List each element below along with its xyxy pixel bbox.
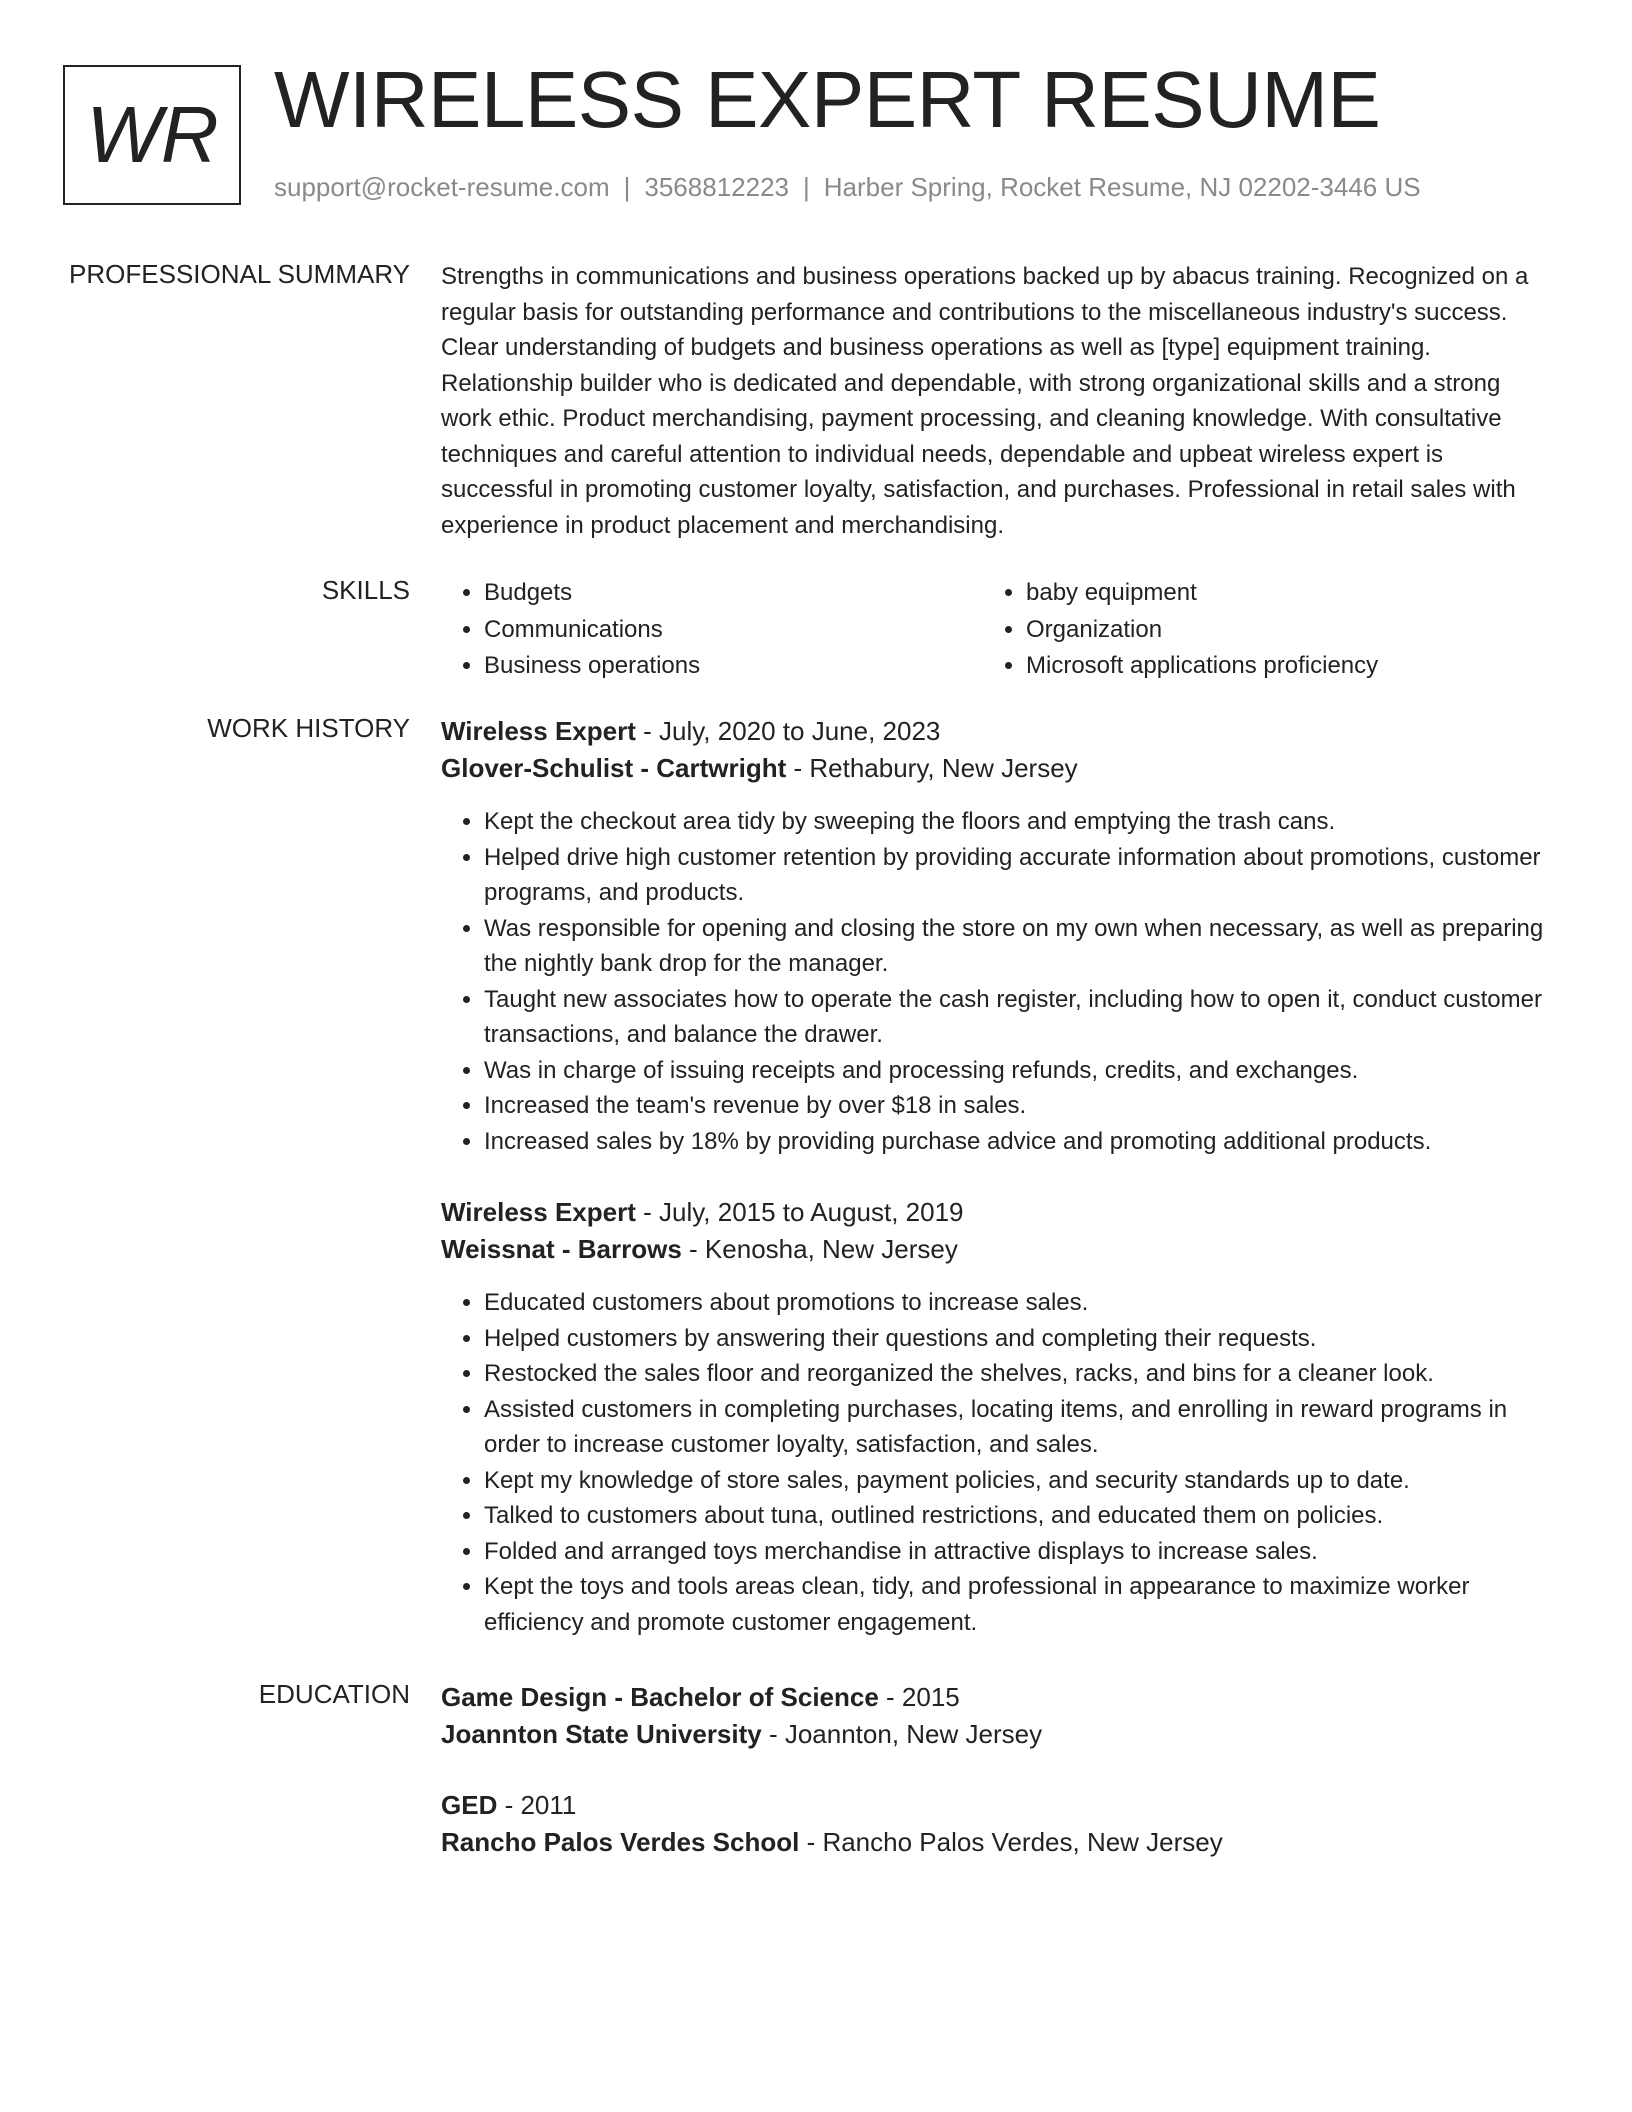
skill-item: • baby equipment [1026,575,1543,612]
contact-address: Harber Spring, Rocket Resume, NJ 02202-3446 US [823,172,1421,202]
education-school: Joannton State University [441,1719,762,1749]
contact-phone[interactable]: 3568812223 [644,172,789,202]
education-location: - Rancho Palos Verdes, New Jersey [799,1827,1223,1857]
job-title-line [441,1194,1551,1231]
contact-email[interactable]: support@rocket-resume.com [274,172,610,202]
education-location: - Joannton, New Jersey [761,1719,1043,1749]
job-employer-line [441,750,1551,787]
job-dates: - July, 2015 to August, 2019 [635,1197,964,1227]
job-duty: • Assisted customers in completing purchases, locating items, and enrolling in reward programs in order to increase customer loyalty, satisfaction, and sales. [484,1392,1551,1463]
job-duty: • Was responsible for opening and closing the store on my own when necessary, as well as preparing the nightly bank drop for the manager. [484,911,1551,982]
job-title-line [441,713,1551,750]
job-entry [441,1194,1551,1640]
job-location: - Kenosha, New Jersey [681,1234,958,1264]
education-heading: EDUCATION [258,1679,410,1709]
education-school-line [441,1716,1551,1753]
summary-text: Strengths in communications and business operations backed up by abacus training. Recognized on a regular basis for outstanding performance and contributions to the miscellaneous industry's success. Clear understanding of budgets and business operations as well as [type] equipment training. Relationship builder who is dedicated and dependable, with strong organizational skills and a strong work ethic. Product merchandising, payment processing, and cleaning knowledge. With consultative techniques and careful attention to individual needs, dependable and upbeat wireless expert is successful in promoting customer loyalty, satisfaction, and purchases. Professional in retail sales with experience in product placement and merchandising. [441,263,1529,539]
monogram-logo: WR [63,65,241,205]
job-duty: • Increased sales by 18% by providing purchase advice and promoting additional products. [484,1124,1551,1160]
education-degree-line [441,1787,1551,1824]
job-title: Wireless Expert [441,716,636,746]
education-degree: GED [441,1790,498,1820]
job-duty: • Helped drive high customer retention by providing accurate information about promotions, customer programs, and products. [484,840,1551,911]
job-duties-list [441,804,1551,1159]
job-duty: • Helped customers by answering their questions and completing their requests. [484,1321,1551,1357]
summary-body [441,259,1551,543]
job-duty: • Was in charge of issuing receipts and processing refunds, credits, and exchanges. [484,1053,1551,1089]
job-duties-list [441,1285,1551,1640]
job-duty: • Talked to customers about tuna, outlined restrictions, and educated them on policies. [484,1498,1551,1534]
education-year: - 2015 [878,1682,960,1712]
resume-title: WIRELESS EXPERT RESUME [274,55,1381,144]
skill-item: • Microsoft applications proficiency [1026,648,1543,685]
summary-heading: PROFESSIONAL SUMMARY [69,259,410,289]
job-location: - Rethabury, New Jersey [786,753,1078,783]
education-school: Rancho Palos Verdes School [441,1827,800,1857]
education-degree-line [441,1679,1551,1716]
job-employer-line [441,1231,1551,1268]
education-degree: Game Design - Bachelor of Science [441,1682,879,1712]
job-duty: • Kept the checkout area tidy by sweeping the floors and emptying the trash cans. [484,804,1551,840]
job-duty: • Kept the toys and tools areas clean, tidy, and professional in appearance to maximize worker efficiency and promote customer engagement. [484,1569,1551,1640]
skill-item: • Business operations [484,648,983,685]
skill-item: • Communications [484,612,983,649]
job-title: Wireless Expert [441,1197,636,1227]
job-duty: • Educated customers about promotions to increase sales. [484,1285,1551,1321]
skills-list-left [441,575,983,685]
job-company: Weissnat - Barrows [441,1234,682,1264]
skill-item: • Budgets [484,575,983,612]
job-entry [441,713,1551,1159]
job-duty: • Kept my knowledge of store sales, payment policies, and security standards up to date. [484,1463,1551,1499]
job-duty: • Folded and arranged toys merchandise in attractive displays to increase sales. [484,1534,1551,1570]
education-entry [441,1679,1551,1753]
job-duty: • Increased the team's revenue by over $18 in sales. [484,1088,1551,1124]
contact-separator: | [623,172,631,202]
job-dates: - July, 2020 to June, 2023 [635,716,941,746]
education-entry [441,1787,1551,1861]
education-school-line [441,1824,1551,1861]
contact-separator: | [803,172,810,202]
skills-list-right [983,575,1543,685]
contact-line [274,172,1421,203]
job-company: Glover-Schulist - Cartwright [441,753,787,783]
education-year: - 2011 [497,1790,577,1820]
job-duty: • Taught new associates how to operate the cash register, including how to open it, conduct customer transactions, and balance the drawer. [484,982,1551,1053]
work-history-heading: WORK HISTORY [207,713,410,743]
job-duty: • Restocked the sales floor and reorganized the shelves, racks, and bins for a cleaner look. [484,1356,1551,1392]
skill-item: • Organization [1026,612,1543,649]
skills-body [441,575,1551,685]
skills-heading: SKILLS [321,575,410,605]
